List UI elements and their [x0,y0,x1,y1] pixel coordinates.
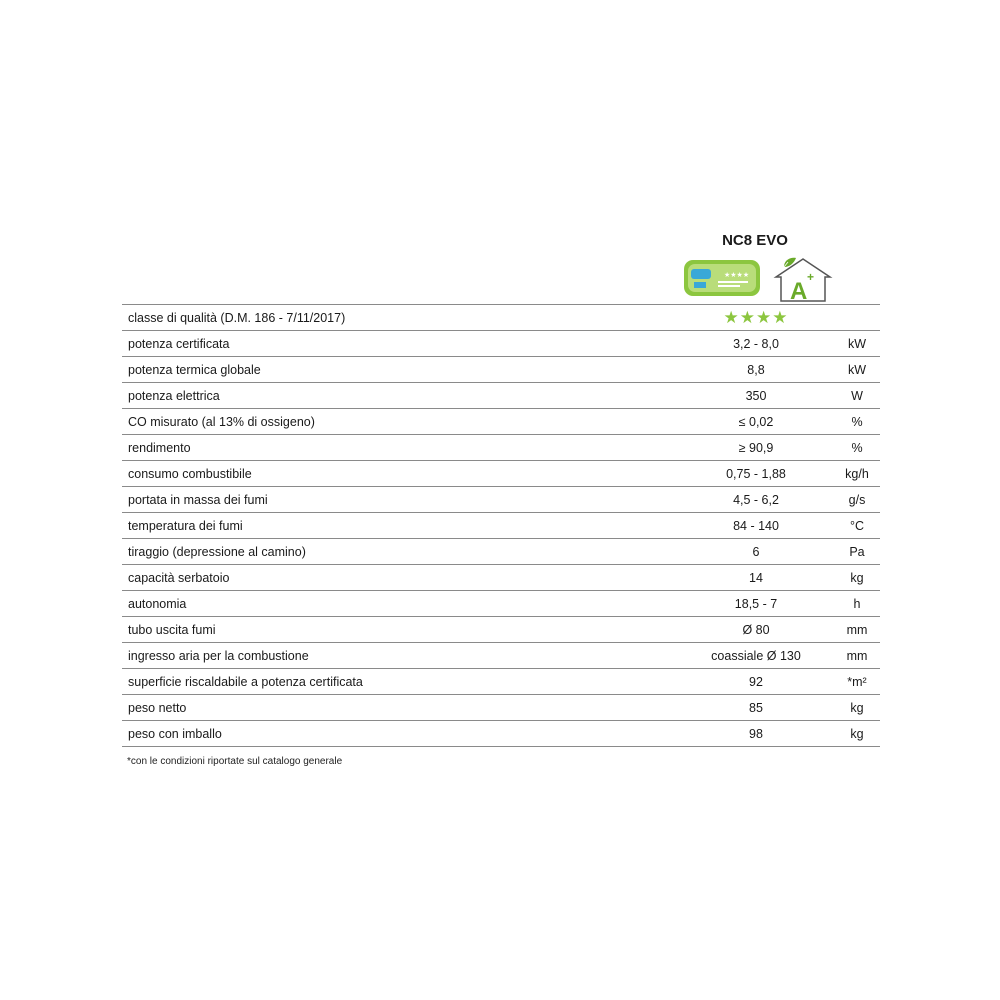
table-row [122,642,880,668]
row-label: peso netto [128,701,187,715]
row-unit: kg [850,727,864,741]
table-row [122,434,880,460]
row-value: 6 [752,545,760,559]
row-value: 0,75 - 1,88 [726,467,786,481]
eco-label-icon [684,255,834,303]
row-unit: kg/h [845,467,869,481]
row-label: autonomia [128,597,187,611]
row-value: ≥ 90,9 [738,441,774,455]
table-row [122,590,880,616]
table-row [122,720,880,747]
row-label: classe di qualità (D.M. 186 - 7/11/2017) [128,311,346,325]
row-value: 84 - 140 [733,519,779,533]
svg-text:+: + [807,270,815,284]
row-label: ingresso aria per la combustione [128,649,309,663]
row-unit: mm [846,623,868,637]
spec-table [122,304,880,747]
row-label: rendimento [128,441,191,455]
row-label: superficie riscaldabile a potenza certificata [128,675,363,689]
row-label: temperatura dei fumi [128,519,243,533]
row-value: 350 [745,389,767,403]
table-row [122,330,880,356]
row-unit: Pa [849,545,865,559]
row-label: CO misurato (al 13% di ossigeno) [128,415,315,429]
row-value: 98 [749,727,763,741]
row-label: potenza certificata [128,337,230,351]
row-unit: h [853,597,861,611]
row-value: ≤ 0,02 [738,415,774,429]
row-value: 14 [749,571,763,585]
table-row [122,382,880,408]
footnote: *con le condizioni riportate sul catalogo generale [127,756,343,767]
quality-stars: ★★★★ [723,308,789,327]
table-row [122,538,880,564]
row-value: Ø 80 [742,623,770,637]
table-row [122,304,880,330]
svg-text:A: A [790,278,808,303]
row-label: tiraggio (depressione al camino) [128,545,306,559]
table-row [122,564,880,590]
row-value: 8,8 [747,363,765,377]
row-unit: kW [847,337,867,351]
row-label: peso con imballo [128,727,222,741]
row-value: 85 [749,701,763,715]
row-value: 4,5 - 6,2 [733,493,779,507]
certification-badges [684,255,834,303]
row-unit: g/s [848,493,866,507]
table-row [122,408,880,434]
table-row [122,486,880,512]
row-unit: kW [847,363,867,377]
row-value: coassiale Ø 130 [711,649,801,663]
product-title: NC8 EVO [722,232,788,249]
row-unit: kg [850,571,864,585]
row-unit: W [851,389,863,403]
table-row [122,694,880,720]
row-unit: *m² [847,675,867,689]
table-row [122,356,880,382]
svg-text:★★★★: ★★★★ [724,272,750,279]
row-value: 18,5 - 7 [734,597,778,611]
row-value: 3,2 - 8,0 [733,337,779,351]
table-row [122,460,880,486]
row-unit: % [851,441,863,455]
row-label: capacità serbatoio [128,571,230,585]
row-label: consumo combustibile [128,467,252,481]
row-label: potenza elettrica [128,389,220,403]
row-unit: % [851,415,863,429]
table-row [122,668,880,694]
table-row [122,616,880,642]
energy-class-house-icon [776,258,830,303]
row-label: potenza termica globale [128,363,261,377]
table-row [122,512,880,538]
row-unit: mm [846,649,868,663]
row-label: portata in massa dei fumi [128,493,268,507]
row-label: tubo uscita fumi [128,623,216,637]
row-unit: °C [849,519,865,533]
row-unit: kg [850,701,864,715]
row-value: 92 [749,675,763,689]
